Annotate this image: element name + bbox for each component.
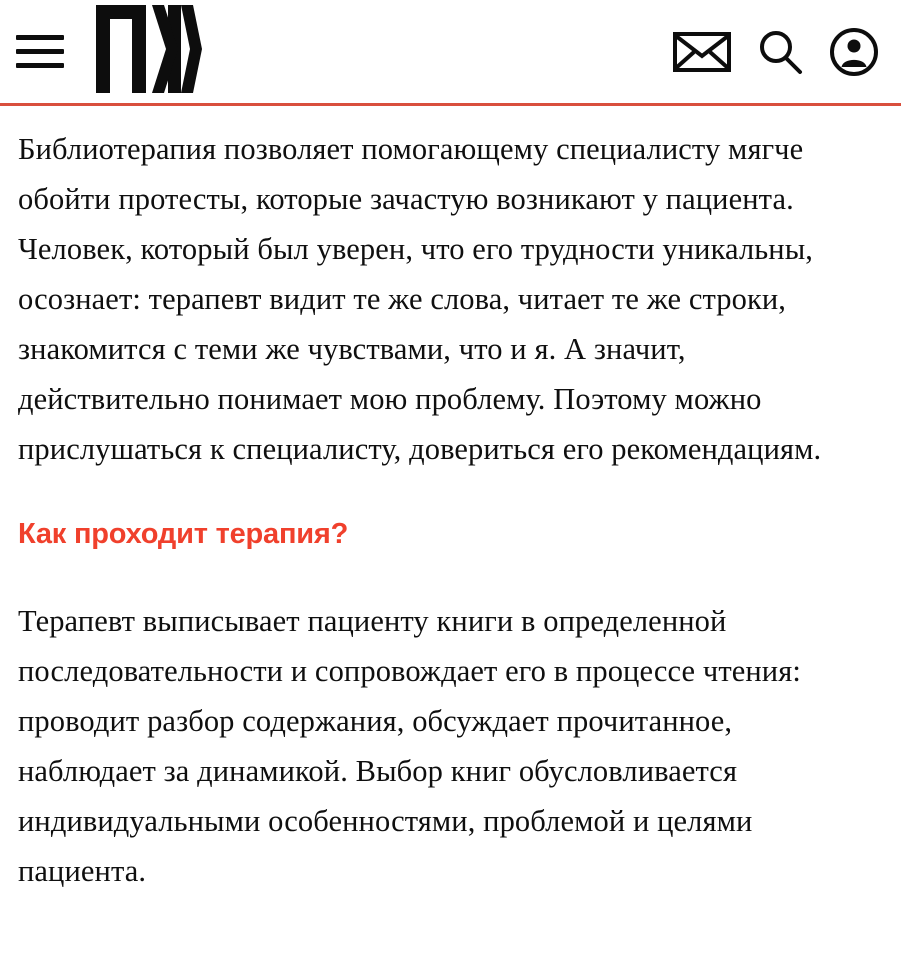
site-logo[interactable] <box>96 5 206 98</box>
account-icon-glyph <box>829 27 879 77</box>
header-right-group <box>673 27 879 77</box>
menu-icon-bar <box>16 49 64 54</box>
header-left-group <box>16 5 206 98</box>
article-paragraph: Терапевт выписывает пациенту книги в определенной последовательности и сопровождает его в процессе чтения: проводит разбор содержания, обсуждает прочитанное, наблюдает за динамикой. Выбор книг обусловливается индивидуальными особенностями, проблемой и целями пациента. <box>18 604 801 888</box>
menu-icon-bar <box>16 63 64 68</box>
search-icon[interactable] <box>757 29 803 75</box>
mail-icon-glyph <box>673 30 731 74</box>
article-paragraph: Библиотерапия позволяет помогающему специалисту мягче обойти протесты, которые зачастую возникают у пациента. Человек, который был уверен, что его трудности уникальны, осознает: терапевт видит те же слова, читает те же строки, знакомится с теми же чувствами, что и я. А значит, действительно понимает мою проблему. Поэтому можно прислушаться к специалисту, довериться его рекомендациям. <box>18 132 822 466</box>
mail-icon[interactable] <box>673 30 731 74</box>
menu-icon[interactable] <box>16 32 64 72</box>
article-subheading: Как проходит терапия? <box>18 518 349 550</box>
search-icon-glyph <box>757 29 803 75</box>
site-header <box>0 0 901 106</box>
article-body <box>0 106 901 896</box>
logo-icon <box>96 5 206 93</box>
account-icon[interactable] <box>829 27 879 77</box>
menu-icon-bar <box>16 35 64 40</box>
